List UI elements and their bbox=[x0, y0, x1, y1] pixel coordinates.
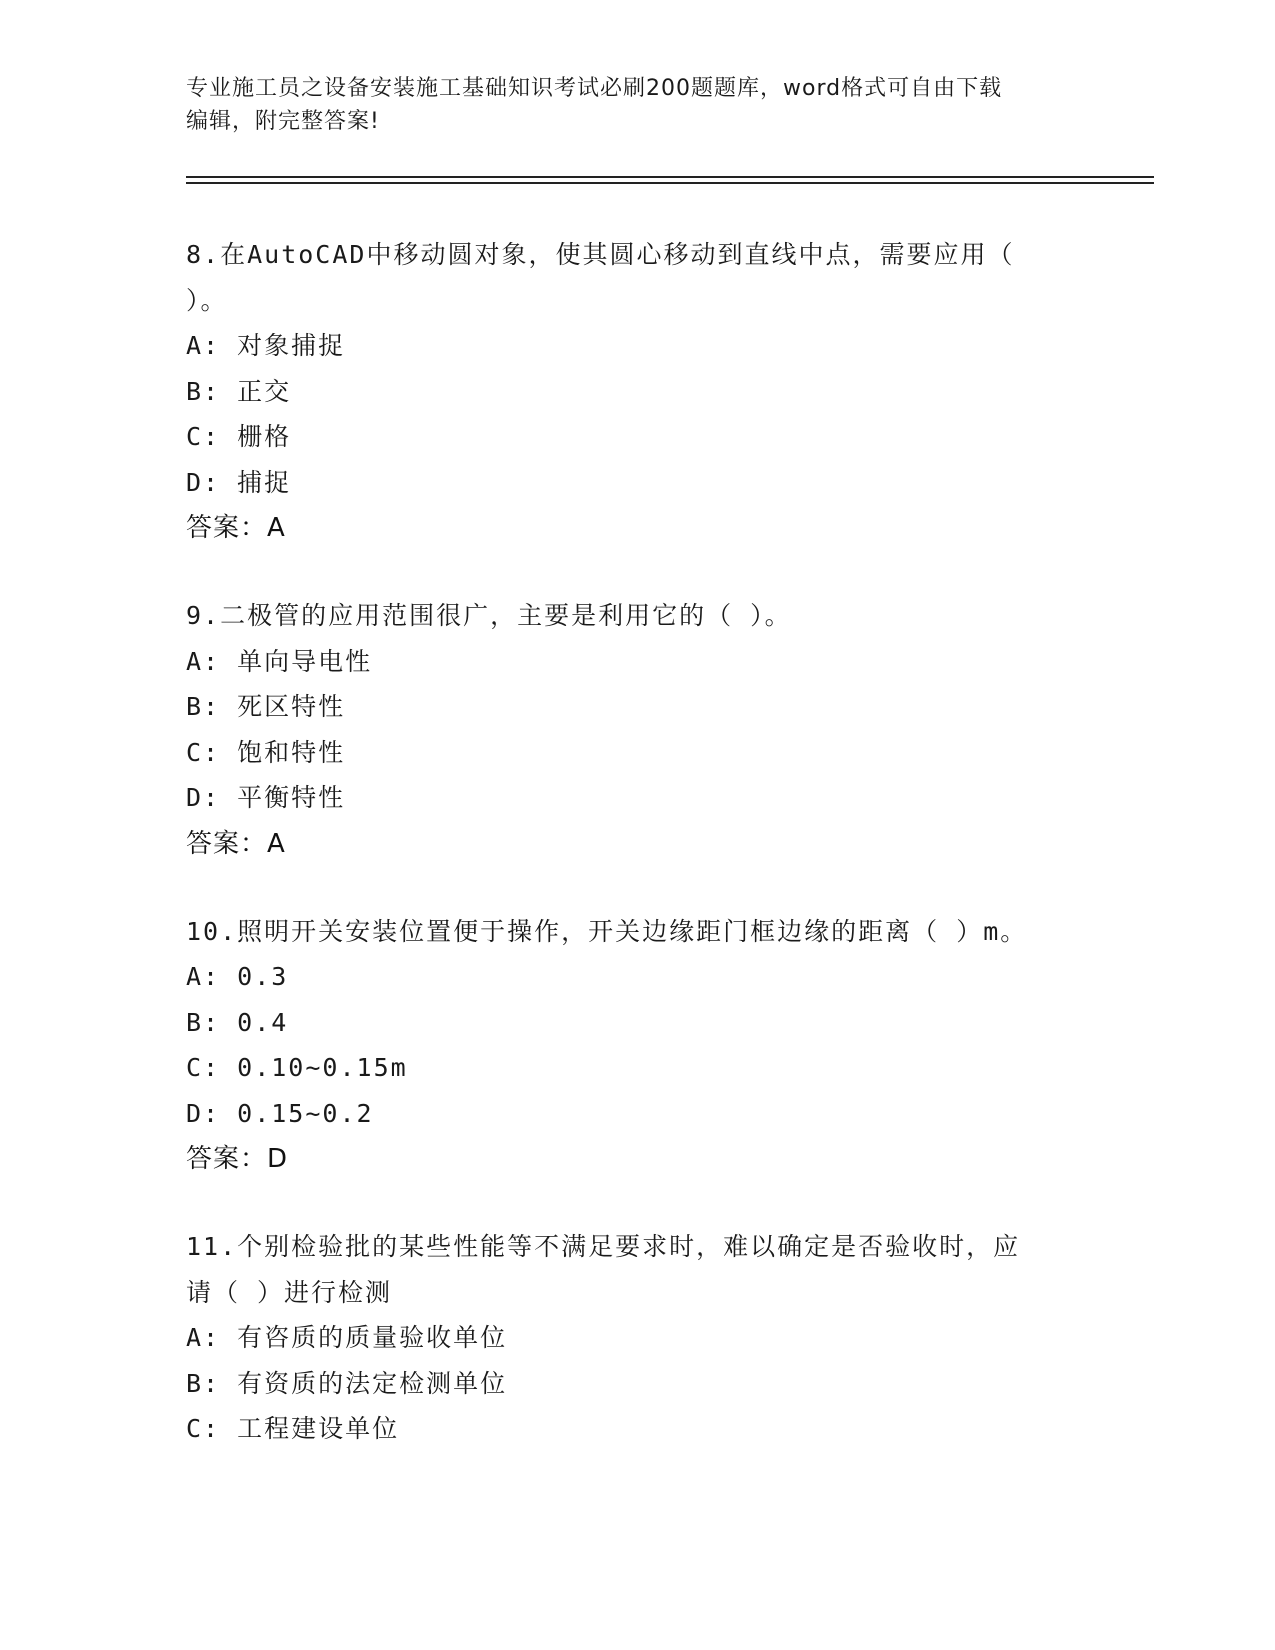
header-divider-top bbox=[186, 176, 1154, 178]
answer-label: 答案：D bbox=[186, 1144, 289, 1174]
option-d: D: 0.15~0.2 bbox=[186, 1098, 374, 1128]
question-stem-line-1: 9.二极管的应用范围很广，主要是利用它的（ ）。 bbox=[186, 601, 792, 630]
option-c: C: 工程建设单位 bbox=[186, 1414, 400, 1443]
option-c: C: 饱和特性 bbox=[186, 737, 346, 767]
option-c: C: 栅格 bbox=[186, 422, 292, 451]
question-10 bbox=[186, 909, 1086, 1183]
header-line-1: 专业施工员之设备安装施工基础知识考试必刷200题题库，word格式可自由下载 bbox=[186, 76, 1003, 101]
option-a: A: 单向导电性 bbox=[186, 646, 373, 676]
option-d: D: 捕捉 bbox=[186, 467, 292, 497]
question-11 bbox=[186, 1224, 1086, 1452]
option-a: A: 有咨质的质量验收单位 bbox=[186, 1323, 508, 1352]
question-stem-line-1: 10.照明开关安装位置便于操作，开关边缘距门框边缘的距离（ ）m。 bbox=[186, 916, 1028, 946]
question-stem-line-1: 11.个别检验批的某些性能等不满足要求时，难以确定是否验收时，应 bbox=[186, 1232, 1021, 1261]
option-b: B: 死区特性 bbox=[186, 692, 346, 721]
question-stem-line-1: 8.在AutoCAD中移动圆对象，使其圆心移动到直线中点，需要应用（ bbox=[186, 240, 1015, 269]
question-8 bbox=[186, 232, 1086, 551]
question-stem-line-2: 请（ ）进行检测 bbox=[186, 1277, 393, 1307]
option-a: A: 0.3 bbox=[186, 962, 289, 991]
option-c: C: 0.10~0.15m bbox=[186, 1053, 408, 1082]
header-line-2: 编辑，附完整答案! bbox=[186, 109, 380, 134]
question-stem-line-2: ）。 bbox=[186, 285, 228, 315]
question-9 bbox=[186, 593, 1086, 867]
document-header bbox=[186, 72, 1066, 138]
question-list bbox=[186, 232, 1086, 1494]
answer-label: 答案：A bbox=[186, 828, 286, 859]
option-b: B: 有资质的法定检测单位 bbox=[186, 1368, 508, 1398]
option-b: B: 0.4 bbox=[186, 1007, 289, 1037]
option-b: B: 正交 bbox=[186, 376, 292, 406]
option-d: D: 平衡特性 bbox=[186, 783, 346, 812]
header-divider-bottom bbox=[186, 182, 1154, 184]
answer-label: 答案：A bbox=[186, 513, 286, 543]
option-a: A: 对象捕捉 bbox=[186, 331, 346, 360]
